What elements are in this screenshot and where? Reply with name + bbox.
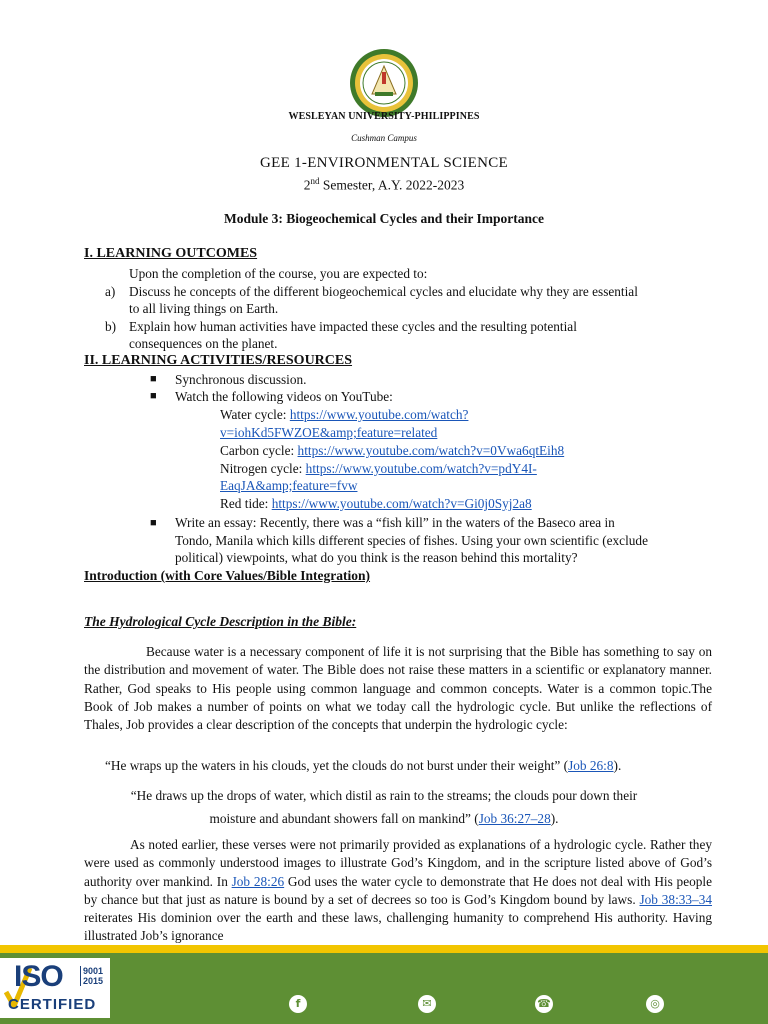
iso-text: ISO <box>14 960 63 993</box>
outcome-b-line1: Explain how human activities have impacted these cycles and the resulting potential <box>129 319 577 334</box>
section-title: The Hydrological Cycle Description in the Bible: <box>84 614 357 629</box>
email-icon[interactable]: ✉ <box>418 995 436 1013</box>
course-title: GEE 1-ENVIRONMENTAL SCIENCE <box>260 155 508 171</box>
video-water: Water cycle: https://www.youtube.com/watch? <box>220 407 469 422</box>
quote-2-line1: “He draws up the drops of water, which distil as rain to the streams; the clouds pour down their <box>130 788 638 803</box>
bullet-icon: ■ <box>150 517 157 529</box>
semester-line: 2nd Semester, A.Y. 2022-2023 <box>303 176 465 193</box>
learning-outcomes-heading: I. LEARNING OUTCOMES <box>84 246 258 261</box>
outcomes-intro: Upon the completion of the course, you are expected to: <box>129 266 428 281</box>
campus-name: Cushman Campus <box>351 133 417 143</box>
facebook-icon[interactable]: f <box>289 995 307 1013</box>
quote-2-line2: moisture and abundant showers fall on mankind” (Job 36:27–28). <box>209 811 559 826</box>
outcome-marker: a) <box>105 284 116 299</box>
carbon-cycle-link[interactable]: https://www.youtube.com/watch?v=0Vwa6qtEih8 <box>297 443 565 458</box>
red-tide-link[interactable]: https://www.youtube.com/watch?v=Gi0j0Syj2a8 <box>271 496 532 511</box>
introduction-heading: Introduction (with Core Values/Bible Integration) <box>84 568 371 583</box>
learning-activities-heading: II. LEARNING ACTIVITIES/RESOURCES <box>84 353 353 368</box>
water-cycle-link[interactable]: https://www.youtube.com/watch? <box>289 407 469 422</box>
globe-icon[interactable]: ◎ <box>646 995 664 1013</box>
outcome-b-line2: consequences on the planet. <box>129 336 278 351</box>
water-cycle-link-cont[interactable]: v=iohKd5FWZOE&amp;feature=related <box>220 425 438 440</box>
essay-line-2: Tondo, Manila which kills different species of fishes. Using your own scientific (exclude <box>175 533 648 548</box>
iso-certified-badge <box>0 958 110 1018</box>
nitrogen-cycle-link[interactable]: https://www.youtube.com/watch?v=pdY4I- <box>305 461 537 476</box>
essay-line-1: Write an essay: Recently, there was a “fish kill” in the waters of the Baseco area in <box>175 515 615 530</box>
phone-icon[interactable]: ☎ <box>535 995 553 1013</box>
job-36-27-link[interactable]: Job 36:27–28 <box>478 811 551 826</box>
bullet-icon: ■ <box>150 390 157 402</box>
nitrogen-cycle-link-cont[interactable]: EaqJA&amp;feature=fvw <box>220 478 358 493</box>
bullet-icon: ■ <box>150 373 157 385</box>
job-38-33-link[interactable]: Job 38:33–34 <box>639 891 713 907</box>
outcome-marker: b) <box>105 319 117 334</box>
iso-certified-text: CERTIFIED <box>8 996 97 1013</box>
module-title: Module 3: Biogeochemical Cycles and their Importance <box>224 211 544 226</box>
video-carbon: Carbon cycle: https://www.youtube.com/watch?v=0Vwa6qtEih8 <box>220 443 565 458</box>
paragraph-2: As noted earlier, these verses were not primarily provided as explanations of a hydrologic cycle. Rather they were used as commonly understood images to illustrate God’s Kingdom, and in the scripture listed above of God’s authority over mankind. In Job 28:26 God uses the water cycle to demonstrate that He does not deal with His people by chance but that just as nature is bound by a set of decrees so too is God’s Kingdom bound by laws. Job 38:33–34 reiterates His dominion over the earth and these laws, challenging humanity to comprehend His authority. Having illustrated Job’s ignorance <box>84 837 713 944</box>
footer-bar <box>0 953 768 1024</box>
footer-stripe <box>0 945 768 953</box>
iso-year: 9001 2015 <box>80 966 103 986</box>
video-red-tide: Red tide: https://www.youtube.com/watch?v=Gi0j0Syj2a8 <box>220 496 532 511</box>
outcome-a-line1: Discuss he concepts of the different biogeochemical cycles and elucidate why they are essential <box>129 284 638 299</box>
activity-bullet-1: Synchronous discussion. <box>175 372 307 387</box>
job-28-26-link[interactable]: Job 28:26 <box>231 873 285 889</box>
outcome-a-line2: to all living things on Earth. <box>129 301 279 316</box>
activity-bullet-2: Watch the following videos on YouTube: <box>175 389 393 404</box>
university-name: WESLEYAN UNIVERSITY-PHILIPPINES <box>288 111 480 122</box>
paragraph-1: Because water is a necessary component of life it is not surprising that the Bible has something to say on the distribution and movement of water. The Bible does not raise these matters in a scientific or explanatory manner. Rather, God speaks to His people using common language and common concepts. Water is a common topic.The Book of Job makes a number of points on what we today call the hydrologic cycle. But unlike the reflections of Thales, Job provides a clear description of the concepts that underpin the hydrologic cycle: <box>84 644 712 733</box>
video-nitrogen: Nitrogen cycle: https://www.youtube.com/watch?v=pdY4I- <box>220 461 537 476</box>
quote-1: “He wraps up the waters in his clouds, yet the clouds do not burst under their weight” (Job 26:8). <box>105 758 622 773</box>
job-26-8-link[interactable]: Job 26:8 <box>568 758 614 773</box>
essay-line-3: political) viewpoints, what do you think is the reason behind this mortality? <box>175 550 578 565</box>
university-seal <box>349 48 419 118</box>
